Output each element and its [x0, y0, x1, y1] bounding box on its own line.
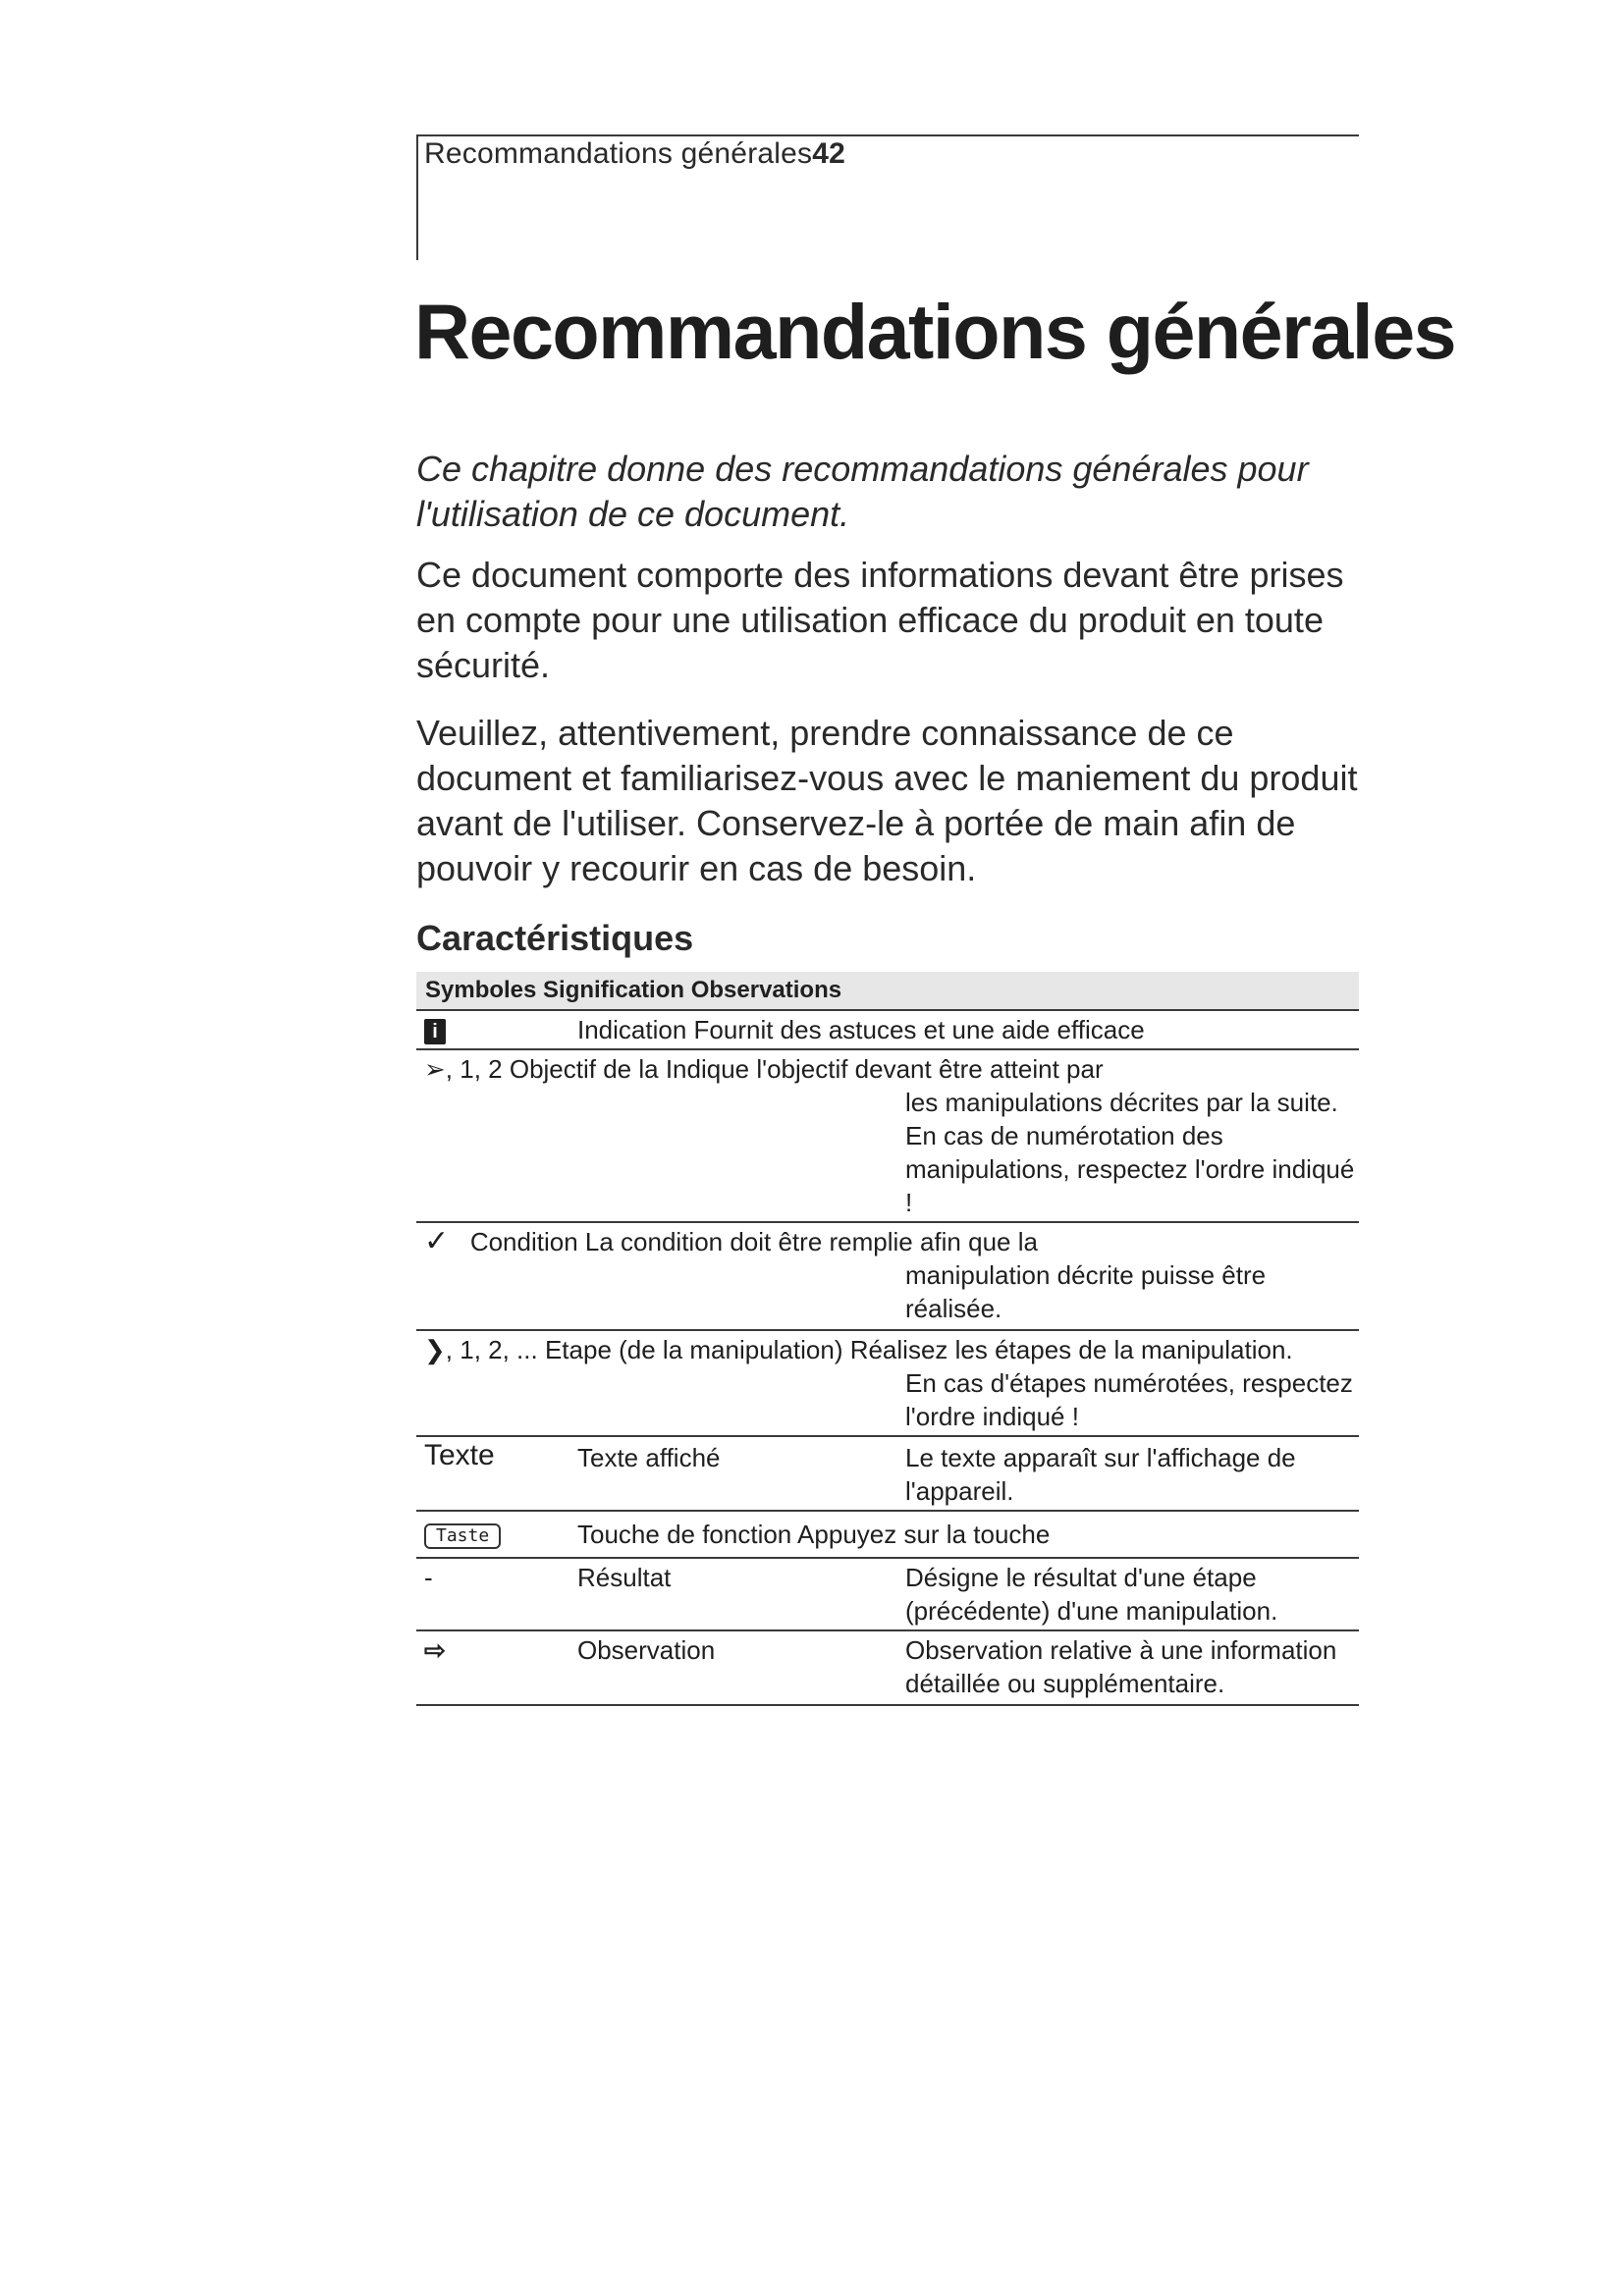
- header-section-title: Recommandations générales: [424, 137, 813, 170]
- row-line: ❯, 1, 2, ... Etape (de la manipulation) Réalisez les étapes de la manipulation.: [424, 1335, 1293, 1364]
- row-text: Indication Fournit des astuces et une aide efficace: [577, 1015, 1145, 1044]
- table-row: [416, 1011, 1359, 1050]
- row-text: Touche de fonction Appuyez sur la touche: [577, 1520, 1051, 1549]
- info-icon: i: [424, 1013, 446, 1046]
- row-observation: En cas d'étapes numérotées, respectez l'ordre indiqué !: [905, 1368, 1353, 1431]
- page-number: 42: [812, 137, 846, 170]
- arrowhead-icon: ➢, 1, 2: [424, 1054, 503, 1084]
- table-row: [416, 1559, 1359, 1631]
- table-row: [416, 1512, 1359, 1559]
- intro-paragraph: Ce chapitre donne des recommandations générales pour l'utilisation de ce document.: [416, 449, 1309, 534]
- table-header-label: Symboles Signification Observations: [425, 977, 842, 1003]
- table-row: [416, 1050, 1359, 1223]
- row-observation: Observation relative à une information détaillée ou supplémentaire.: [905, 1635, 1337, 1698]
- row-observation: Le texte apparaît sur l'affichage de l'appareil.: [905, 1443, 1296, 1506]
- table-row: [416, 1331, 1359, 1437]
- row-observation: Désigne le résultat d'une étape (précédente) d'une manipulation.: [905, 1563, 1278, 1626]
- row-signification: Observation: [577, 1635, 716, 1665]
- table-row: [416, 1631, 1359, 1706]
- row-symbol: Texte: [424, 1439, 495, 1471]
- table-row: [416, 1223, 1359, 1331]
- key-icon: Taste: [424, 1516, 501, 1549]
- row-observation: les manipulations décrites par la suite. En cas de numérotation des manipulations, respectez l'ordre indiqué !: [905, 1088, 1355, 1217]
- section-heading: Caractéristiques: [416, 918, 694, 958]
- hand-pointer-icon: ⇨: [424, 1635, 446, 1665]
- checkmark-icon: ✓: [424, 1225, 450, 1257]
- chevron-icon: ❯, 1, 2, ...: [424, 1335, 538, 1364]
- row-signification: Texte affiché: [577, 1443, 721, 1472]
- header-rule: [416, 134, 1359, 136]
- row-signification: Résultat: [577, 1563, 672, 1592]
- running-header: [424, 137, 845, 171]
- body-paragraph-1: Ce document comporte des informations devant être prises en compte pour une utilisation efficace du produit en toute sécurité.: [416, 555, 1344, 685]
- row-symbol: -: [424, 1563, 433, 1592]
- characteristics-table: [416, 972, 1359, 1706]
- header-vertical-rule: [416, 134, 418, 260]
- table-header: [416, 972, 1359, 1011]
- page-title: Recommandations générales: [414, 288, 1456, 375]
- row-observation: manipulation décrite puisse être réalisée.: [905, 1260, 1267, 1323]
- row-line: ✓ Condition La condition doit être remplie afin que la: [424, 1225, 1038, 1257]
- row-line: ➢, 1, 2 Objectif de la Indique l'objectif devant être atteint par: [424, 1054, 1104, 1084]
- body-paragraph-2: Veuillez, attentivement, prendre connaissance de ce document et familiarisez-vous avec le maniement du produit avant de l'utiliser. Conservez-le à portée de main afin de pouvoir y recourir en cas de besoin.: [416, 713, 1358, 888]
- table-row: [416, 1437, 1359, 1512]
